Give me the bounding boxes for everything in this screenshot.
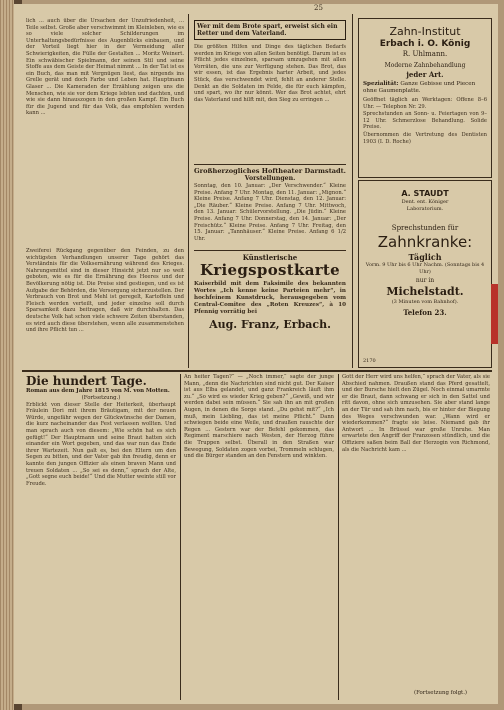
staudt-sprech: Sprechstunden für: [391, 224, 459, 232]
section-rule: [22, 370, 492, 372]
zahn-institut-rest: Übernommen die Vertretung des Dentisten 1903 (I. D. Roche): [363, 131, 487, 145]
left-article-top: [26, 18, 184, 244]
novel-col-2: [184, 374, 334, 700]
center-rule-2: [194, 250, 346, 251]
novel-col-3: [342, 374, 490, 690]
bread-notice-text: Die größten Hilfen und Dinge des täglichen Bedarfs werden im Kriege von allen Seiten benötigt. Darum ist es Pflicht jedes einzelnen, sparsam umzugehen mit allen Vorräten, die uns zur Verfügung stehen. Das Brot, das wir essen, ist das Ergebnis harter Arbeit, und jedes Stück, das verschwendet wird, fehlt an anderer Stelle. Denkt an die Soldaten im Felde, die für euch kämpfen, und spart, wo ihr nur könnt. Wer das Brot achtet, ehrt das Vaterland und hilft mit, den Sieg zu erringen ...: [194, 44, 346, 103]
kriegspostkarte-ad: [194, 253, 346, 365]
novel-subtitle: Roman aus dem Jahre 1815 von M. von Motten.: [26, 388, 170, 394]
zahn-institut-hours: Geöffnet täglich an Werktagen: Offene 8–6 Uhr. — Telephon Nr. 29.: [363, 97, 487, 110]
kriegspostkarte-heading: Kriegspostkarte: [200, 261, 340, 279]
kriegspostkarte-seller: Aug. Franz, Erbach.: [209, 318, 331, 331]
novel-col-1: [26, 374, 176, 700]
staudt-times: Vorm. 9 Uhr bis 6 Uhr Nachm. (Sonntags bis 4 Uhr): [365, 262, 485, 275]
column-rule-2: [352, 14, 353, 368]
red-stamp-mark: [491, 284, 498, 344]
novel-footer: (Fortsetzung folgt.): [414, 690, 468, 696]
bread-notice-headline: Wer mit dem Brote spart, erweist sich ein Retter und dem Vaterland.: [194, 20, 346, 40]
zahn-institut-owner: R. Uhlmann.: [402, 50, 448, 58]
kriegspostkarte-line1: Künstlerische: [242, 253, 298, 262]
page-number: 25: [314, 4, 323, 12]
kriegspostkarte-text: Kaiserbild mit dem Faksimile des bekannten Wortes „Ich kenne keine Parteien mehr“, in hochfeinem Kunstdruck, herausgegeben vom Central-Comitee des „Roten Kreuzes“, à 10 Pfennig vorrätig bei: [194, 281, 346, 315]
staudt-profession: Dent. ent. Königer Laboratorium.: [401, 199, 449, 212]
novel-continuation: (Fortsetzung.): [81, 394, 121, 401]
zahn-institut-ad: [358, 18, 492, 178]
zahn-institut-tagline2: jeder Art.: [406, 70, 444, 79]
zahn-institut-tagline: Moderne Zahnbehandlung: [384, 62, 466, 69]
center-rule-1: [194, 164, 346, 165]
staudt-ad: [358, 180, 492, 368]
novel-col-2-text: An heiter Tagen?“ — „Noch immer,“ sagte der junge Mann, „denn die Nachrichten sind nicht gut. Der Kaiser ist aus Elba gelandet, und ganz Frankreich läuft ihm zu.“ „So wird es wieder Krieg geben?“ „Gewiß, und wir werden dabei sein müssen.“ Sie sah ihn an mit großen Augen, in denen die Sorge stand. „Du gehst mit?“ „Ich muß, mein Liebling, das ist meine Pflicht.“ Dann schwiegen beide eine Weile, und draußen rauschte der Regen ... Gestern war der Befehl gekommen, das Regiment marschiere nach Westen, der Herzog führe die Truppen selbst. Überall in den Straßen war Bewegung, Soldaten zogen vorbei, Trommeln schlugen, und die Bürger standen an den Fenstern und winkten.: [184, 374, 334, 460]
newspaper-page: [14, 4, 498, 704]
zahn-institut-sunday: Sprechstunden an Sonn- u. Feiertagen von 9–12 Uhr. Schmerzlose Behandlung. Solide Preise.: [363, 111, 487, 131]
theater-listing: [194, 167, 346, 247]
staudt-nur: nur in: [415, 277, 435, 284]
staudt-zahnkranke: Zahnkranke:: [377, 233, 473, 251]
zahn-institut-spec-label: Spezialität:: [363, 81, 399, 87]
novel-title: Die hundert Tage.: [26, 374, 147, 388]
novel-rule-2: [338, 374, 339, 700]
staudt-taeglich: Täglich: [408, 252, 442, 262]
page-stack-edge: [0, 0, 14, 710]
zahn-institut-title: Zahn-Institut: [389, 25, 461, 38]
staudt-town: Michelstadt.: [386, 285, 464, 298]
left-article-bottom-text: Zweiferei Rückgang gegenüber den Feinden, zu den wichtigsten Verhandlungen unserer Tage gehört das Verständnis für die Volksernährung während des Krieges. Nahrungsmittel sind in dieser Hinsicht jetzt nur so weit geboten, wie es für die Ernährung des Heeres und der Bevölkerung nötig ist. Die Preise sind gestiegen, und es ist Aufgabe der Behörden, die Versorgung sicherzustellen. Der Verbrauch von Brot und Mehl ist geregelt, Kartoffeln und Fleisch werden verteilt, und jeder einzelne soll durch Sparsamkeit dazu beitragen, daß wir durchhalten. Das deutsche Volk hat schon viele schwere Zeiten überstanden, es wird auch diese überstehen, wenn alle zusammenstehen und ihre Pflicht tun ...: [26, 248, 184, 334]
staudt-address: (3 Minuten vom Bahnhof).: [391, 299, 459, 305]
left-article-top-text: lich ... auch über die Ursachen der Unzufriedenheit, ... Teile selbst. Große aber verschwimmt im Kleinleben, wie es so viele solcher Schilderungen im Unterhaltungsbedürfnisse des Augenblicks einbauen, und der Vorteil liegt hier in der Vermeidung aller Schwierigkeiten, die Fülle der Gestalten ... Moritz Weinert. Ein schwäbischer Spielmann, der seinen Stil und seine Stoffe aus dem Geiste der Heimat nimmt ... In der Tat ist es ein Buch, das man mit Vergnügen liest, das nirgends ins Grelle gerät und doch Farbe und Leben hat. Hauptmann Glaser ... Die Kameraden der Erzählung zeigen uns die Menschen, wie sie vor dem Kriege lebten und dachten, und wie sie dann hinauszogen in den großen Kampf. Ein Buch für die Jugend und für das Volk, das empfohlen werden kann ...: [26, 18, 184, 117]
novel-col-3-text: Gott der Herr wird uns helfen,“ sprach der Vater, als sie Abschied nahmen. Draußen stand das Pferd gesattelt, und der Bursche hielt den Zügel. Noch einmal umarmte er die Braut, dann schwang er sich in den Sattel und ritt davon, ohne sich umzusehen. Sie aber stand lange an der Tür und sah ihm nach, bis er hinter der Biegung des Weges verschwunden war. „Wann wird er wiederkommen?“ fragte sie leise. Niemand gab ihr Antwort ... In Brüssel war große Unruhe. Man erwartete den Angriff der Franzosen stündlich, und die Offiziere saßen beim Ball der Herzogin von Richmond, als die Nachricht kam ...: [342, 374, 490, 453]
novel-col-1-text: Erblickt von dieser Stelle der Heiterkeit, überhaupt Fräulein Dori mit ihrem Bräutigam, mit der neuen Würde, ungefähr wegen der Glückwünsche der Damen, die kurz nacheinander das Fest verlassen wollten. Und man sprach auch von diesem: „Wie schön hat es sich gefügt!“ Der Hauptmann und seine Braut hatten sich einander ein Wort gegeben, und das war nun das Ende ihrer Wartezeit. Nun galt es, bei den Eltern um den Segen zu bitten, und der Vater gab ihn freudig, denn er kannte den jungen Offizier als einen braven Mann und treuen Soldaten ... „So sei es denn,“ sprach der Alte, „Gott segne euch beide!“ Und die Mutter weinte still vor Freude.: [26, 401, 176, 487]
staudt-initials: A. STAUDT: [401, 189, 449, 198]
theater-text: Sonntag, den 10. Januar: „Der Verschwender.“ Kleine Preise. Anfang 7 Uhr. Montag, den 11. Januar: „Mignon.“ Kleine Preise. Anfang 7 Uhr. Dienstag, den 12. Januar: „Die Räuber.“ Kleine Preise. Anfang 7 Uhr. Mittwoch, den 13. Januar: Schülervorstellung. „Die Jüdin.“ Kleine Preise. Anfang 7 Uhr. Donnerstag, den 14. Januar: „Der Freischütz.“ Kleine Preise. Anfang 7 Uhr. Freitag, den 15. Januar: „Tannhäuser.“ Kleine Preise. Anfang 6 1/2 Uhr.: [194, 183, 346, 242]
theater-subtitle: Vorstellungen.: [244, 175, 296, 182]
column-rule-1: [188, 14, 189, 368]
bread-notice: [194, 20, 346, 158]
left-article-bottom: [26, 248, 184, 362]
staudt-telephone: Telefon 23.: [403, 307, 447, 317]
theater-title: Großherzogliches Hoftheater Darmstadt.: [194, 167, 346, 175]
staudt-code: 2170: [363, 358, 376, 364]
novel-rule-1: [180, 374, 181, 700]
zahn-institut-name: Erbach i. O. König: [379, 39, 471, 49]
zahn-institut-spec-text: Ganze Gebisse und Piecen ohne Gaumenplatte.: [363, 81, 476, 94]
